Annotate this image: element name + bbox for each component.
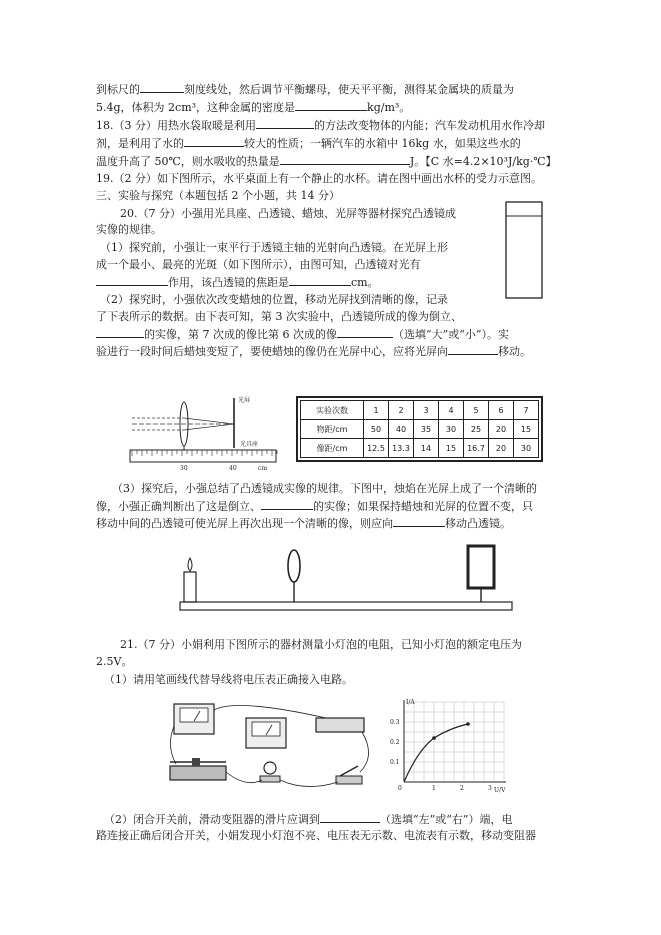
- q20-line8: 的实像，第 7 次成的像比第 6 次成的像 （选填“大”或“小”）。实: [96, 327, 509, 342]
- q18-line3: 温度升高了 50℃，则水吸收的热量是 J。【C 水=4.2×10³J/kg·℃】: [96, 155, 557, 168]
- y-tick-label: 0.3: [390, 719, 400, 726]
- q17-line1: 到标尺的 刻度线处，然后调节平衡螺母，使天平平衡，测得某金属块的质量为: [96, 83, 514, 96]
- q20-line6: （2）探究时，小强依次改变蜡烛的位置，移动光屏找到清晰的像，记录: [100, 293, 448, 306]
- q18-line1: 18.（3 分）用热水袋取暖是利用 的方法改变物体的内能；汽车发动机用水作冷却: [96, 119, 545, 132]
- q18-line2: 剂，是利用了水的 较大的性质；一辆汽车的水箱中 16kg 水，如果这些水的: [96, 137, 521, 150]
- y-axis-label: I/A: [406, 699, 415, 706]
- voltmeter: [246, 718, 286, 748]
- candle-lens-screen-figure: [176, 536, 520, 616]
- q17-line2: 5.4g，体积为 2cm³，这种金属的密度是 kg/m³。: [96, 101, 411, 114]
- table-cell: 20: [489, 420, 514, 439]
- x-tick-label: 3: [488, 785, 492, 792]
- y-tick-label: 0.1: [390, 759, 400, 766]
- q20-line2: 实像的规律。: [96, 223, 162, 236]
- blank[interactable]: [337, 327, 393, 338]
- table-row: [301, 439, 539, 458]
- q20-line11: 像，小强正确判断出了这是倒立、 的实像；如果保持蜡烛和光屏的位置不变，只: [96, 500, 533, 513]
- candle: [184, 558, 196, 602]
- graph-grid: [404, 702, 504, 782]
- blank[interactable]: [184, 136, 244, 147]
- q20-line7: 了下表所示的数据。由下表可知，第 3 次实验中，凸透镜所成的像为倒立、: [96, 310, 462, 323]
- q21-line1: 21.（7 分）小娟利用下图所示的器材测量小灯泡的电阻，已知小灯泡的额定电压为: [120, 638, 522, 651]
- q19-line: 19.（2 分）如下图所示，水平桌面上有一个静止的水杯。请在图中画出水杯的受力示意图。: [96, 172, 542, 185]
- ruler-ticks: [132, 450, 277, 456]
- table-cell: 20: [489, 439, 514, 458]
- light-screen: [468, 546, 494, 602]
- optical-bench-figure: [128, 388, 280, 474]
- battery-pack: [316, 718, 364, 732]
- iu-graph: [388, 694, 514, 798]
- section-3-heading: 三、实验与探究（本题包括 2 个小题，共 14 分）: [96, 189, 340, 202]
- ruler-unit: cm: [258, 465, 268, 472]
- q21-line4: （2）闭合开关前，滑动变阻器的滑片应调到 （选填“左”或“右”）端，电: [104, 813, 513, 826]
- table-cell: 16.7: [464, 439, 489, 458]
- blank[interactable]: [140, 82, 184, 93]
- table-cell: 35: [414, 420, 439, 439]
- blank[interactable]: [393, 516, 445, 527]
- table-row-label: 像距/cm: [301, 439, 364, 458]
- ammeter: [174, 704, 214, 734]
- table-cell: 30: [514, 439, 539, 458]
- table-cell: 15: [439, 439, 464, 458]
- origin-label: 0: [398, 785, 402, 792]
- switch: [336, 766, 362, 784]
- table-header-cell: 5: [464, 401, 489, 420]
- q20-line5: 作用，该凸透镜的焦距是 cm。: [96, 275, 379, 290]
- q21-line2: 2.5V。: [96, 655, 133, 668]
- sliding-rheostat: [170, 758, 226, 780]
- blank[interactable]: [96, 327, 144, 338]
- q20-line12: 移动中间的凸透镜可使光屏上再次出现一个清晰的像，则应向 移动凸透镜。: [96, 517, 511, 530]
- y-tick-label: 0.2: [390, 739, 400, 746]
- light-rays: [132, 418, 234, 430]
- x-axis-label: U/V: [494, 787, 506, 794]
- table-row: [301, 420, 539, 439]
- blank[interactable]: [96, 275, 168, 286]
- table-cell: 30: [439, 420, 464, 439]
- q21-line5: 路连接正确后闭合开关，小娟发现小灯泡不亮、电压表无示数、电流表有示数，移动变阻器: [96, 829, 536, 842]
- table-header-cell: 6: [489, 401, 514, 420]
- table-header-cell: 1: [364, 401, 389, 420]
- blank[interactable]: [256, 118, 314, 129]
- experiment-table-frame: [296, 396, 543, 462]
- bench-label: 光具座: [240, 441, 259, 448]
- data-point: [432, 736, 436, 740]
- table-header-cell: 2: [389, 401, 414, 420]
- table-header-cell: 7: [514, 401, 539, 420]
- q20-line1: 20.（7 分）小强用光具座、凸透镜、蜡烛、光屏等器材探究凸透镜成: [120, 207, 456, 220]
- table-header-cell: 3: [414, 401, 439, 420]
- table-cell: 13.3: [389, 439, 414, 458]
- circuit-apparatus-figure: [166, 696, 378, 796]
- light-bulb: [260, 762, 280, 782]
- screen-label: 光屏: [238, 397, 251, 404]
- tick-label-30: 30: [180, 465, 188, 472]
- table-cell: 40: [389, 420, 414, 439]
- iu-curve: [404, 724, 468, 782]
- tick-label-40: 40: [229, 465, 237, 472]
- bench: [180, 602, 512, 610]
- convex-lens: [288, 550, 300, 602]
- q20-line4: 成一个最小、最亮的光斑（如下图所示），由图可知，凸透镜对光有: [96, 258, 421, 271]
- cup-figure: [500, 196, 550, 300]
- table-row-label: 物距/cm: [301, 420, 364, 439]
- table-header-row: [301, 401, 539, 420]
- table-header-cell: 4: [439, 401, 464, 420]
- q20-line10: （3）探究后，小强总结了凸透镜成实像的规律。下图中，烛焰在光屏上成了一个清晰的: [112, 482, 537, 495]
- table-cell: 12.5: [364, 439, 389, 458]
- table-cell: 15: [514, 420, 539, 439]
- blank[interactable]: [280, 154, 410, 165]
- table-cell: 14: [414, 439, 439, 458]
- blank[interactable]: [261, 499, 313, 510]
- blank[interactable]: [448, 344, 498, 355]
- q21-line3: （1）请用笔画线代替导线将电压表正确接入电路。: [104, 673, 353, 686]
- x-tick-label: 2: [460, 785, 464, 792]
- candle-flame: [188, 558, 192, 571]
- data-point: [466, 722, 470, 726]
- q20-line9: 验进行一段时间后蜡烛变短了，要使蜡烛的像仍在光屏中心，应将光屏向 移动。: [96, 345, 531, 358]
- q20-line3: （1）探究前，小强让一束平行于透镜主轴的光射向凸透镜。在光屏上形: [100, 241, 448, 254]
- blank[interactable]: [289, 275, 351, 286]
- blank[interactable]: [320, 812, 380, 823]
- table-cell: 50: [364, 420, 389, 439]
- table-header-cell: 实验次数: [301, 401, 364, 420]
- experiment-table: [300, 400, 539, 458]
- table-cell: 25: [464, 420, 489, 439]
- blank[interactable]: [295, 100, 367, 111]
- x-tick-label: 1: [432, 785, 436, 792]
